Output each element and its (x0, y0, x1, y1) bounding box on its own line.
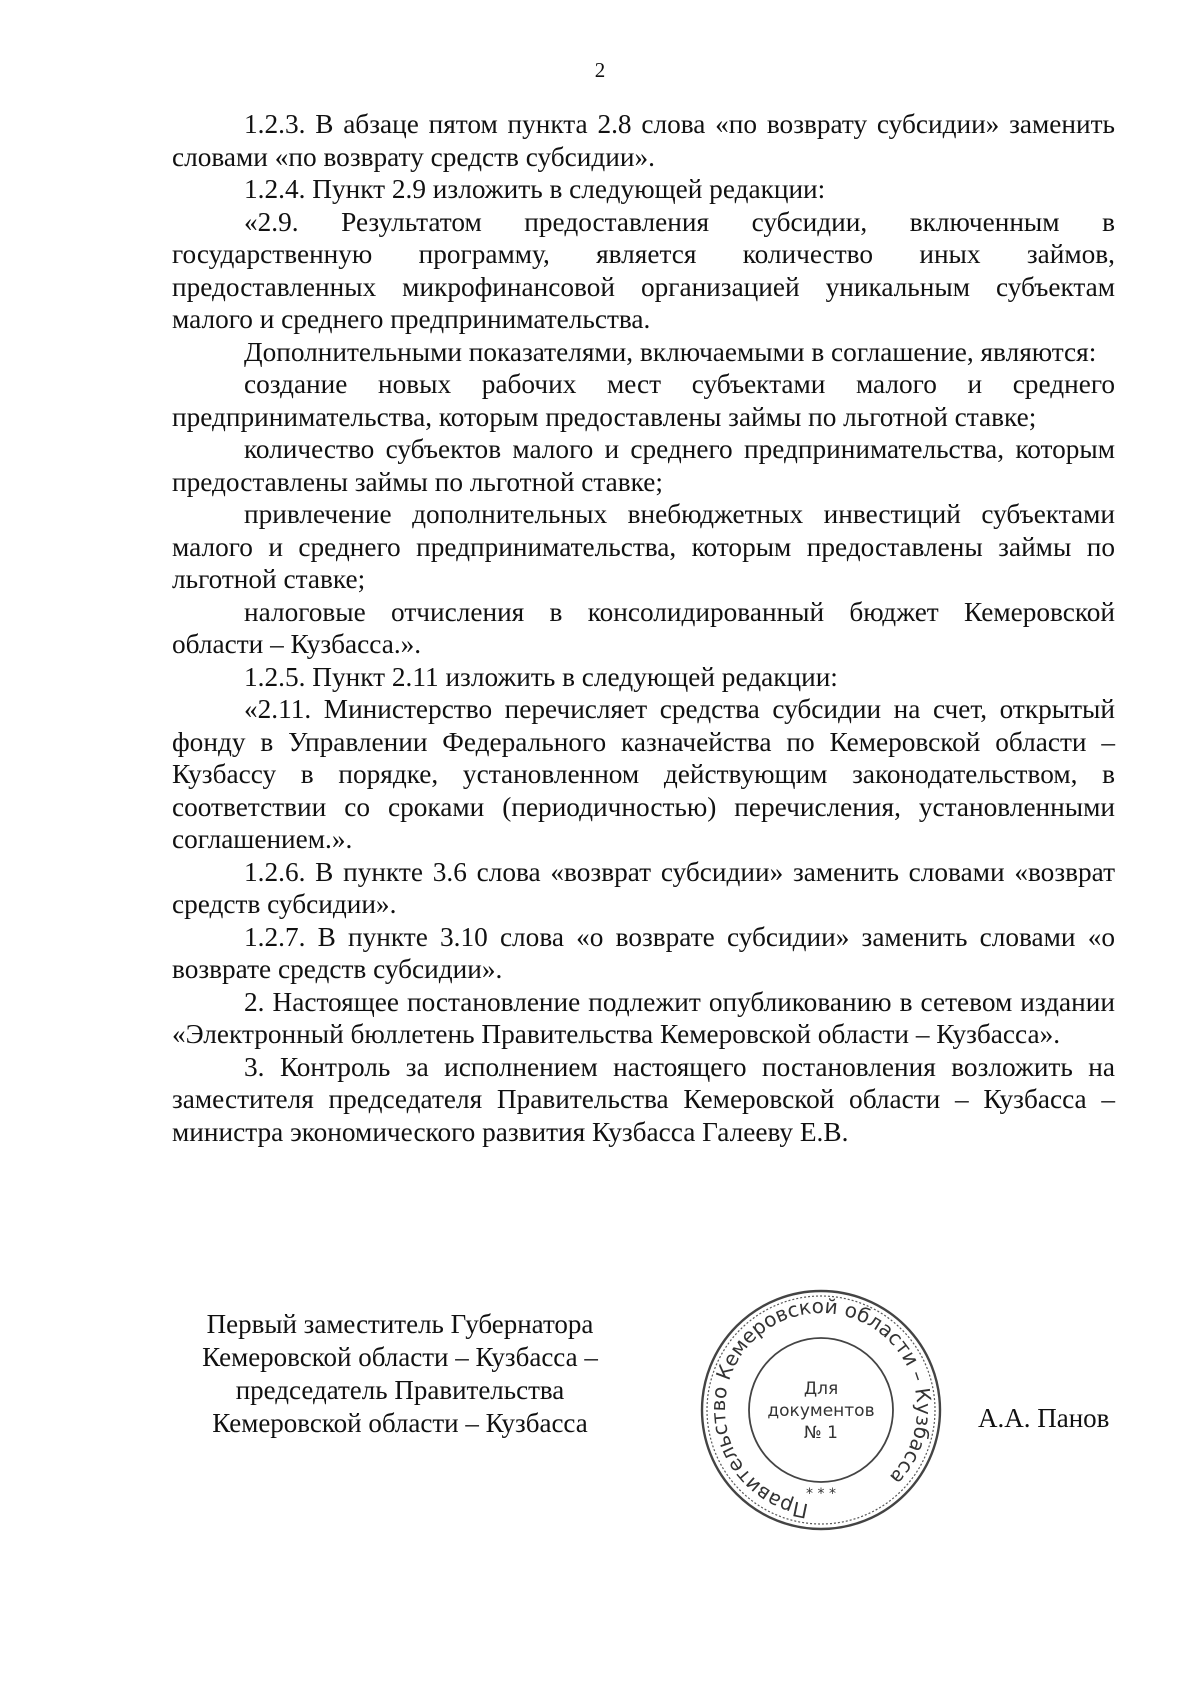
paragraph-number-of-subjects: количество субъектов малого и среднего предпринимательства, которым предоставлены займы по льготной ставке; (172, 434, 1115, 497)
document-body (172, 108, 1115, 1148)
signature-line: Кемеровской области – Кузбасса – (202, 1342, 598, 1372)
signature-line: председатель Правительства (235, 1375, 565, 1405)
paragraph-additional-indicators: Дополнительными показателями, включаемыми в соглашение, являются: (244, 336, 1097, 367)
paragraph-1-2-4: 1.2.4. Пункт 2.9 изложить в следующей редакции: (244, 174, 826, 204)
stamp-inner-line: документов (767, 1401, 875, 1421)
signature-line: Кемеровской области – Кузбасса (212, 1408, 588, 1438)
paragraph-2-publication: 2. Настоящее постановление подлежит опубликованию в сетевом издании «Электронный бюллетень Правительства Кемеровской области – Кузбасса». (172, 986, 1115, 1049)
signature-block (150, 1308, 650, 1440)
paragraph-3-control: 3. Контроль за исполнением настоящего постановления возложить на заместителя председателя Правительства Кемеровской области – Кузбасса – министра экономического развития Кузбасса Галееву Е.В. (172, 1051, 1115, 1147)
paragraph-2-11: «2.11. Министерство перечисляет средства субсидии на счет, открытый фонду в Управлении Федерального казначейства по Кемеровской области – Кузбассу в порядке, установленном действующим законодательством, в соответствии со сроками (периодичностью) перечисления, установленными соглашением.». (172, 694, 1115, 854)
paragraph-1-2-5: 1.2.5. Пункт 2.11 изложить в следующей редакции: (244, 661, 838, 692)
paragraph-1-2-7: 1.2.7. В пункте 3.10 слова «о возврате субсидии» заменить словами «о возврате средств субсидии». (172, 921, 1115, 984)
stamp-inner-line: Для (803, 1379, 839, 1399)
stamp-inner-line: № 1 (804, 1423, 838, 1443)
stamp-seal-icon (697, 1285, 945, 1535)
page-number: 2 (594, 58, 606, 82)
official-stamp (697, 1285, 945, 1535)
paragraph-investments: привлечение дополнительных внебюджетных инвестиций субъектами малого и среднего предпринимательства, которым предоставлены займы по льготной ставке; (172, 499, 1115, 594)
paragraph-1-2-3: 1.2.3. В абзаце пятом пункта 2.8 слова «по возврату субсидии» заменить словами «по возврату средств субсидии». (172, 109, 1115, 172)
paragraph-1-2-6: 1.2.6. В пункте 3.6 слова «возврат субсидии» заменить словами «возврат средств субсидии». (172, 856, 1115, 919)
paragraph-2-9: «2.9. Результатом предоставления субсидии, включенным в государственную программу, является количество иных займов, предоставленных микрофинансовой организацией уникальным субъектам малого и среднего предпринимательства. (172, 206, 1115, 334)
stamp-outer-text: Правительство Кемеровской области – Кузбасса (705, 1293, 937, 1524)
paragraph-new-jobs: создание новых рабочих мест субъектами малого и среднего предпринимательства, которым предоставлены займы по льготной ставке; (172, 369, 1115, 432)
signer-name: А.А. Панов (978, 1403, 1110, 1433)
signature-line: Первый заместитель Губернатора (206, 1309, 594, 1339)
paragraph-tax-deductions: налоговые отчисления в консолидированный бюджет Кемеровской области – Кузбасса.». (172, 596, 1115, 659)
stamp-stars: * * * (806, 1486, 836, 1502)
